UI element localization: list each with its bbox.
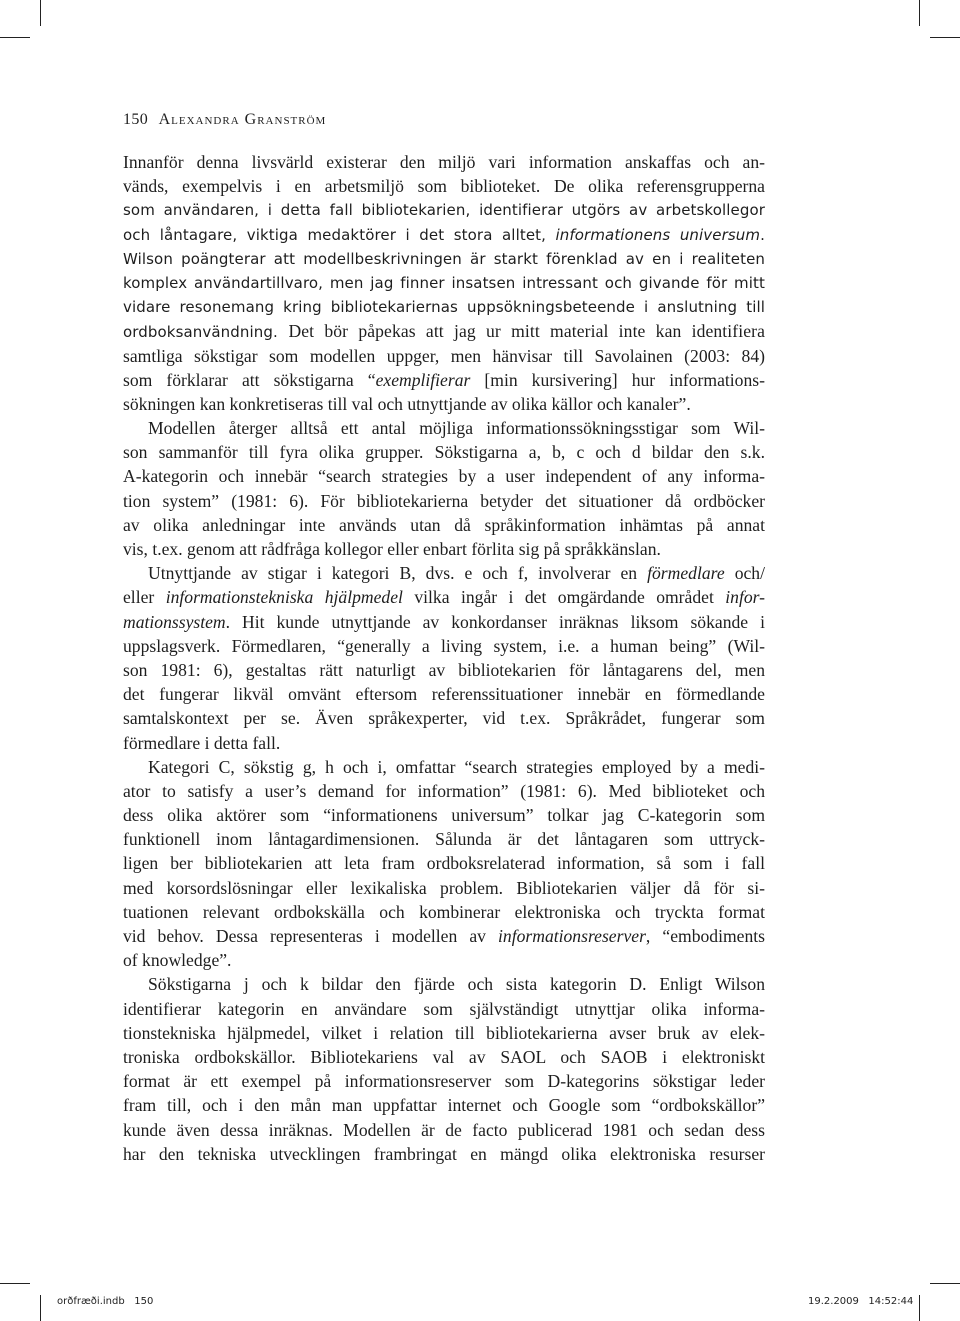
text-run: exemplifierar (375, 369, 471, 390)
crop-mark-bottom-right-vertical (919, 1295, 920, 1321)
text-line (123, 1021, 765, 1045)
text-run: vidare resonemang kring bibliotekariernas uppsökningsbeteende i anslutning till (123, 298, 765, 317)
text-run: vänds, exempelvis i en arbetsmiljö som biblioteket. De olika referensgrupperna (123, 176, 765, 197)
running-head (123, 111, 326, 129)
crop-mark-top-right-horizontal (930, 37, 960, 38)
text-run: , “embodiments (645, 926, 765, 946)
text-run: eller (123, 587, 166, 608)
text-run: ator to satisfy a user’s demand for information” (1981: 6). Med biblioteket och (123, 780, 765, 801)
text-run: Det bör påpekas att jag ur mitt material inte kan identifiera (288, 321, 765, 342)
text-run: . Hit kunde utnyttjande av konkordanser inräknas liksom sökande i (225, 611, 765, 632)
text-run: med korsordslösningar eller lexikaliska problem. Bibliotekarien väljer då för si- (123, 877, 765, 898)
crop-mark-bottom-right-horizontal (930, 1283, 960, 1284)
text-line (123, 464, 765, 488)
text-run: [min kursivering] hur informations- (470, 369, 765, 390)
text-run: format är ett exempel på informationsreserver som D-kategorins sökstigar leder (123, 1071, 765, 1092)
text-line (123, 803, 765, 827)
print-timestamp: 19.2.2009 14:52:44 (808, 1296, 914, 1307)
text-line (123, 489, 765, 513)
text-run: identifierar kategorin en användare som självständigt utnyttjar olika informa- (123, 998, 765, 1019)
text-line (123, 948, 765, 972)
text-run: har den tekniska utvecklingen frambringat en mängd olika elektroniska resurser (123, 1143, 765, 1164)
text-run: det fungerar likväl omvänt eftersom referenssituationer innebär en förmedlande (123, 684, 765, 705)
text-run: uppslagsverk. Förmedlaren, “generally a living system, i.e. a human being” (Wil- (123, 635, 765, 656)
text-line (123, 561, 765, 585)
text-line (123, 392, 765, 416)
text-run: Sökstigarna j och k bildar den fjärde och sista kategorin D. Enligt Wilson (148, 974, 765, 995)
crop-mark-top-left-vertical (40, 0, 41, 26)
text-run: av olika anledningar inte används utan då språkinformation inhämtas på annat (123, 514, 765, 535)
text-line (123, 706, 765, 730)
text-line (123, 295, 765, 319)
text-line (123, 1142, 765, 1166)
text-run: förmedlare i detta fall. (123, 732, 281, 753)
text-run: dess olika aktörer som “informationens universum” tolkar jag C-kategorin som (123, 805, 765, 826)
text-run: Utnyttjande av stigar i kategori B, dvs. e och f, involverar en (148, 563, 648, 584)
text-run: fram till, och i den mån man uppfattar internet och Google som “ordbokskällor” (123, 1095, 765, 1116)
text-line (123, 1045, 765, 1069)
text-run: Wilson poängterar att modellbeskrivningen är starkt förenklad av en i realiteten (123, 249, 765, 268)
text-run: troniska ordbokskällor. Bibliotekariens val av SAOL och SAOB i elektroniskt (123, 1046, 765, 1067)
text-run: förmedlare (647, 563, 725, 584)
text-run: funktionell inom låntagardimensionen. Sålunda är det låntagaren som uttryck- (123, 829, 765, 850)
text-line (123, 851, 765, 875)
text-line (123, 876, 765, 900)
text-run: samtliga sökstigar som modellen uppger, men hänvisar till Savolainen (2003: 84) (123, 345, 765, 366)
text-run: Modellen återger alltså ett antal möjliga informationssökningsstigar som Wil- (148, 418, 765, 439)
text-run: informationens universum (555, 225, 761, 244)
text-run: ordboksanvändning. (123, 323, 289, 342)
text-line (123, 247, 765, 271)
text-run: . (760, 225, 765, 244)
text-run: informationstekniska hjälpmedel (165, 587, 403, 608)
crop-mark-top-right-vertical (919, 0, 920, 26)
file-slug: orðfræði.indb 150 (57, 1296, 154, 1307)
text-run: samtalskontext per se. Även språkexperter, vid t.ex. Språkrådet, fungerar som (123, 708, 765, 729)
text-line (123, 658, 765, 682)
text-run: tuationen relevant ordbokskälla och kombinerar elektroniska och tryckta format (123, 901, 765, 922)
text-run: tion system” (1981: 6). För bibliotekarierna betyder det situationer då ordböcker (123, 490, 765, 511)
text-run: komplex användartillvaro, men jag finner insatsen intressant och givande för mitt (123, 273, 765, 292)
text-line (123, 440, 765, 464)
text-line (123, 1069, 765, 1093)
text-line (123, 344, 765, 368)
text-run: mationssystem (123, 611, 226, 632)
text-run: son 1981: 6), gestaltas rätt naturligt av bibliotekarien för låntagarens del, men (123, 659, 765, 680)
running-head-author: Alexandra Granström (158, 111, 327, 128)
text-line (123, 779, 765, 803)
text-line (123, 634, 765, 658)
text-line (123, 319, 765, 343)
text-run: kunde även dessa inräknas. Modellen är de facto publicerad 1981 och sedan dess (123, 1119, 765, 1140)
text-line (123, 271, 765, 295)
text-line (123, 755, 765, 779)
text-line (123, 827, 765, 851)
text-line (123, 174, 765, 198)
text-line (123, 610, 765, 634)
text-line (123, 537, 765, 561)
body-text (123, 150, 765, 1166)
text-line (123, 924, 765, 948)
text-line (123, 368, 765, 392)
text-run: vid behov. Dessa representeras i modellen av (123, 926, 499, 946)
text-line (123, 150, 765, 174)
crop-mark-bottom-left-horizontal (0, 1283, 30, 1284)
text-run: som förklarar att sökstigarna “ (123, 369, 376, 390)
text-run: of knowledge”. (123, 950, 232, 971)
text-line (123, 900, 765, 924)
text-line (123, 513, 765, 537)
text-run: infor- (725, 587, 766, 608)
text-run: och/ (724, 563, 765, 584)
text-run: informationsreserver (498, 926, 646, 946)
text-run: Innanför denna livsvärld existerar den miljö vari information anskaffas och an- (123, 152, 765, 172)
text-run: och låntagare, viktiga medaktörer i det stora alltet, (123, 225, 556, 244)
text-line (123, 731, 765, 755)
text-run: Kategori C, sökstig g, h och i, omfattar “search strategies employed by a medi- (148, 756, 765, 777)
text-line (123, 416, 765, 440)
text-line (123, 972, 765, 996)
text-line (123, 585, 765, 609)
text-line (123, 1118, 765, 1142)
text-line (123, 997, 765, 1021)
text-run: som användaren, i detta fall bibliotekarien, identifierar utgörs av arbetskollegor (123, 201, 765, 220)
text-run: son sammanför till fyra olika grupper. Sökstigarna a, b, c och d bildar den s.k. (123, 442, 765, 463)
text-line (123, 1093, 765, 1117)
text-run: vilka ingår i det omgärdande området (402, 587, 726, 608)
text-run: ligen ber bibliotekarien att leta fram ordboksrelaterad information, så som i fall (123, 853, 765, 874)
text-line (123, 223, 765, 247)
text-run: sökningen kan konkretiseras till val och utnyttjande av olika källor och kanaler”. (123, 393, 691, 414)
crop-mark-bottom-left-vertical (40, 1295, 41, 1321)
text-run: A-kategorin och innebär “search strategies by a user independent of any informa- (123, 466, 765, 487)
text-run: vis, t.ex. genom att rådfråga kollegor eller enbart förlita sig på språkkänslan. (123, 539, 661, 559)
text-line (123, 198, 765, 222)
text-line (123, 682, 765, 706)
crop-mark-top-left-horizontal (0, 37, 30, 38)
text-run: tionstekniska hjälpmedel, vilket i relation till bibliotekarierna avser bruk av elek- (123, 1022, 765, 1043)
page-number: 150 (123, 111, 149, 128)
